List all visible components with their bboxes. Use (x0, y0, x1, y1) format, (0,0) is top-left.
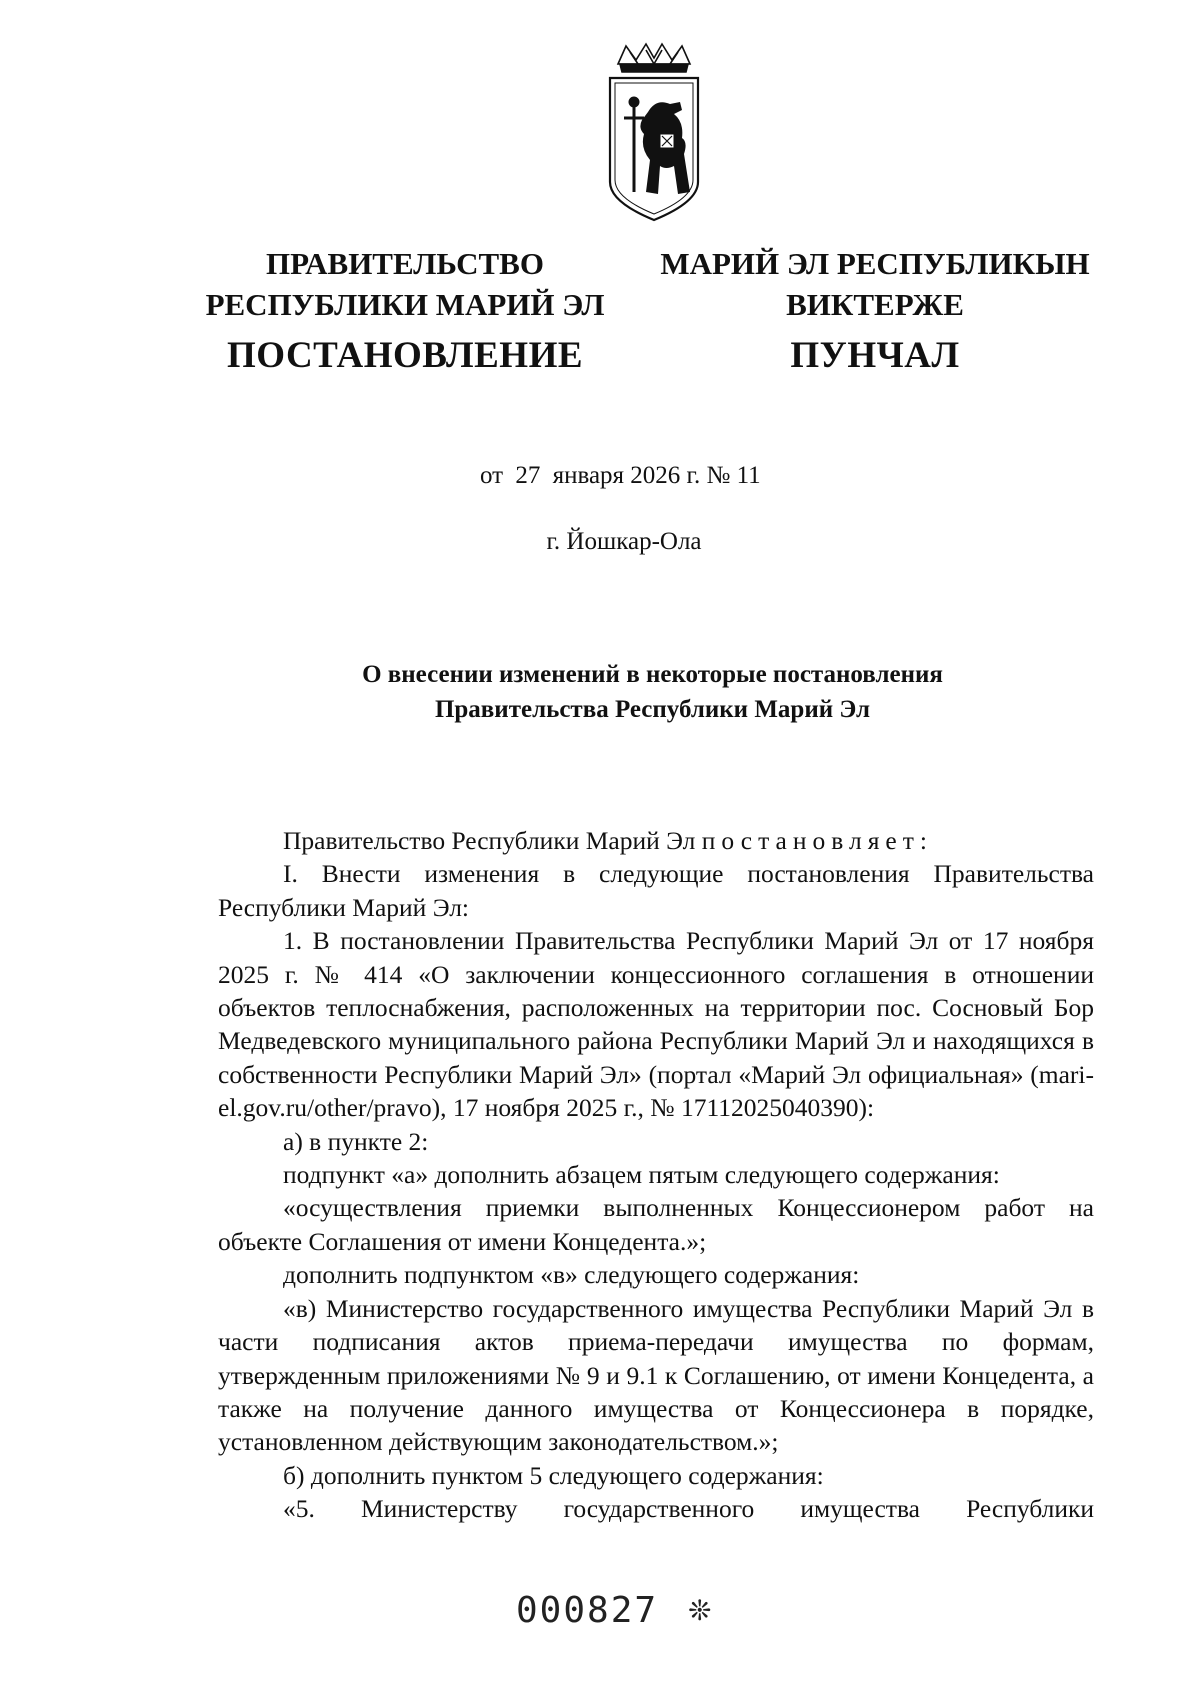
paragraph: «в) Министерство государственного имущества Республики Марий Эл в части подписания актов приема-передачи имущества по формам, утвержденным приложениями № 9 и 9.1 к Соглашению, от имени Концедента, а также на получение данного имущества от Концессионера в порядке, установленном действующим законодательством.»; (218, 1293, 1094, 1457)
paragraph-text: Правительство Республики Марий Эл (283, 826, 702, 855)
serial-number: 000827 (516, 1590, 659, 1631)
footer-mark: ❊ (688, 1596, 712, 1627)
paragraph: «осуществления приемки выполненных Концессионером работ на объекте Соглашения от имени Концедента.»; (218, 1193, 1094, 1256)
spaced-word: постановляет: (701, 826, 933, 855)
header-right-line1: МАРИЙ ЭЛ РЕСПУБЛИКЫН (660, 246, 1090, 281)
paragraph: а) в пункте 2: (283, 1126, 429, 1156)
document-type-mari: ПУНЧАЛ (790, 335, 960, 376)
subject-line1: О внесении изменений в некоторые постановления (362, 661, 943, 688)
header-left-line2: РЕСПУБЛИКИ МАРИЙ ЭЛ (205, 287, 605, 322)
coat-of-arms-icon (596, 42, 712, 228)
paragraph: I. Внести изменения в следующие постановления Правительства Республики Марий Эл: (218, 859, 1094, 922)
paragraph: подпункт «а» дополнить абзацем пятым следующего содержания: (283, 1160, 1000, 1190)
header-right-line2: ВИКТЕРЖЕ (786, 287, 964, 322)
document-subject (200, 657, 1105, 727)
document-type-ru: ПОСТАНОВЛЕНИЕ (226, 335, 584, 376)
paragraph: «5. Министерству государственного имущества Республики (283, 1494, 1094, 1524)
document-date (480, 462, 761, 490)
header-left-line1: ПРАВИТЕЛЬСТВО (266, 246, 544, 281)
date-rest: января 2026 г. № 11 (552, 462, 761, 489)
document-body (218, 824, 1094, 1526)
header-left (200, 243, 610, 325)
header-right (660, 243, 1090, 325)
paragraph: 1. В постановлении Правительства Республики Марий Эл от 17 ноября 2025 г. № 414 «О заключении концессионного соглашения в отношении объектов теплоснабжения, расположенных на территории пос. Сосновый Бор Медведевского муниципального района Республики Марий Эл и находящихся в собственности Республики Марий Эл» (портал «Марий Эл официальная» (mari-el.gov.ru/other/pravo), 17 ноября 2025 г., № 17112025040390): (218, 926, 1094, 1123)
date-prefix: от (480, 462, 504, 489)
city: г. Йошкар-Ола (546, 528, 702, 555)
paragraph (218, 824, 1094, 857)
paragraph: б) дополнить пунктом 5 следующего содержания: (283, 1460, 824, 1490)
date-day: 27 (515, 462, 541, 489)
paragraph: дополнить подпунктом «в» следующего содержания: (283, 1260, 860, 1290)
subject-line2: Правительства Республики Марий Эл (434, 696, 871, 723)
